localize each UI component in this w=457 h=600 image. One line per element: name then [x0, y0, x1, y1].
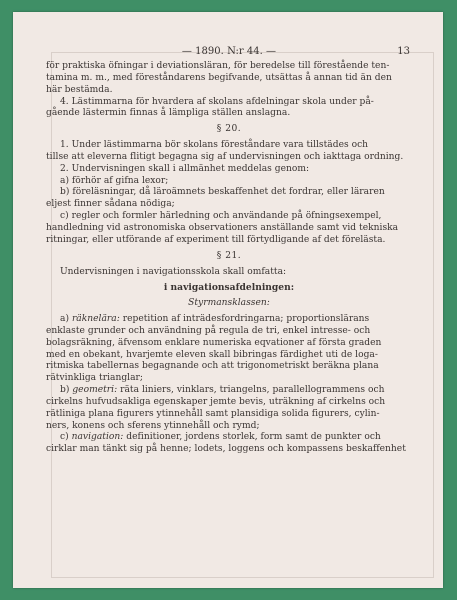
item-text: repetition af inträdesfordringarna; proportionslärans: [122, 314, 370, 325]
item-subject: navigation:: [71, 432, 124, 443]
text-line: ners, konens och sferens ytinnehåll och rymd;: [46, 420, 260, 431]
text-line: rätvinkliga trianglar;: [46, 373, 143, 384]
text-line: cirkelns hufvudsakliga egenskaper jemte bevis, uträkning af cirkelns och: [46, 396, 386, 407]
section-heading-20: § 20.: [216, 124, 242, 135]
text-line: Undervisningen i navigationsskola skall omfatta:: [60, 266, 287, 277]
text-line: 4. Lästimmarna för hvardera af skolans afdelningar skola under på-: [60, 96, 374, 107]
text-line: ritningar, eller utförande af experiment till förtydligande af det förelästa.: [46, 234, 386, 245]
text-line: bolagsräkning, äfvensom enklare numeriska eqvationer af första graden: [46, 337, 382, 348]
page-text: [46, 46, 412, 456]
item-text: definitioner, jordens storlek, form samt de punkter och: [126, 432, 381, 443]
text-line: rätliniga plana figurers ytinnehåll samt plansidiga solida figurers, cylin-: [46, 408, 380, 419]
text-line: tamina m. m., med föreståndarens begifvande, utsättas å annan tid än den: [46, 72, 392, 83]
text-line: cirklar man tänkt sig på henne; lodets, loggens och kompassens beskaffenhet: [46, 444, 406, 455]
page-number: 13: [397, 46, 410, 57]
item-label: b): [60, 385, 70, 396]
running-header: [46, 46, 412, 60]
section-heading-21: § 21.: [216, 250, 242, 261]
text-line: ritmiska tabellernas begagnande och att trigonometriskt beräkna plana: [46, 361, 379, 372]
class-heading: Styrmansklassen:: [188, 298, 270, 309]
text-line: 2. Undervisningen skall i allmänhet meddelas genom:: [60, 163, 310, 174]
text-line: 1. Under lästimmarna bör skolans föreståndare vara tillstädes och: [60, 140, 369, 151]
text-line: c) regler och formler härledning och användande på öfningsexempel,: [60, 211, 382, 222]
text-line: enklaste grunder och användning på regula de tri, enkel intresse- och: [46, 325, 371, 336]
item-subject: räknelära:: [71, 314, 120, 325]
text-line: för praktiska öfningar i deviationsläran, för beredelse till förestående ten-: [46, 61, 390, 71]
sub-heading: i navigationsafdelningen:: [163, 282, 295, 294]
text-line: handledning vid astronomiska observationers anställande samt vid tekniska: [46, 222, 399, 233]
item-label: a): [60, 314, 70, 325]
item-subject: geometri:: [72, 385, 118, 396]
text-line: [46, 385, 412, 397]
item-text: räta liniers, vinklars, triangelns, parallellogrammens och: [120, 385, 385, 396]
text-line: gående lästermin finnas å lämpliga ställen anslagna.: [46, 108, 291, 119]
text-line: b) föreläsningar, då läroämnets beskaffenhet det fordrar, eller läraren: [60, 187, 385, 198]
text-line: tillse att eleverna flitigt begagna sig af undervisningen och iakttaga ordning.: [46, 151, 404, 162]
text-line: [46, 314, 412, 326]
text-line: eljest finner sådana nödiga;: [46, 199, 175, 210]
text-line: [46, 432, 412, 444]
running-title: — 1890. N:r 44. —: [181, 46, 277, 57]
text-line: här bestämda.: [46, 84, 113, 95]
text-line: med en obekant, hvarjemte eleven skall bibringas färdighet uti de loga-: [46, 349, 378, 360]
text-line: a) förhör af gifna lexor;: [60, 175, 169, 186]
item-label: c): [60, 432, 69, 443]
